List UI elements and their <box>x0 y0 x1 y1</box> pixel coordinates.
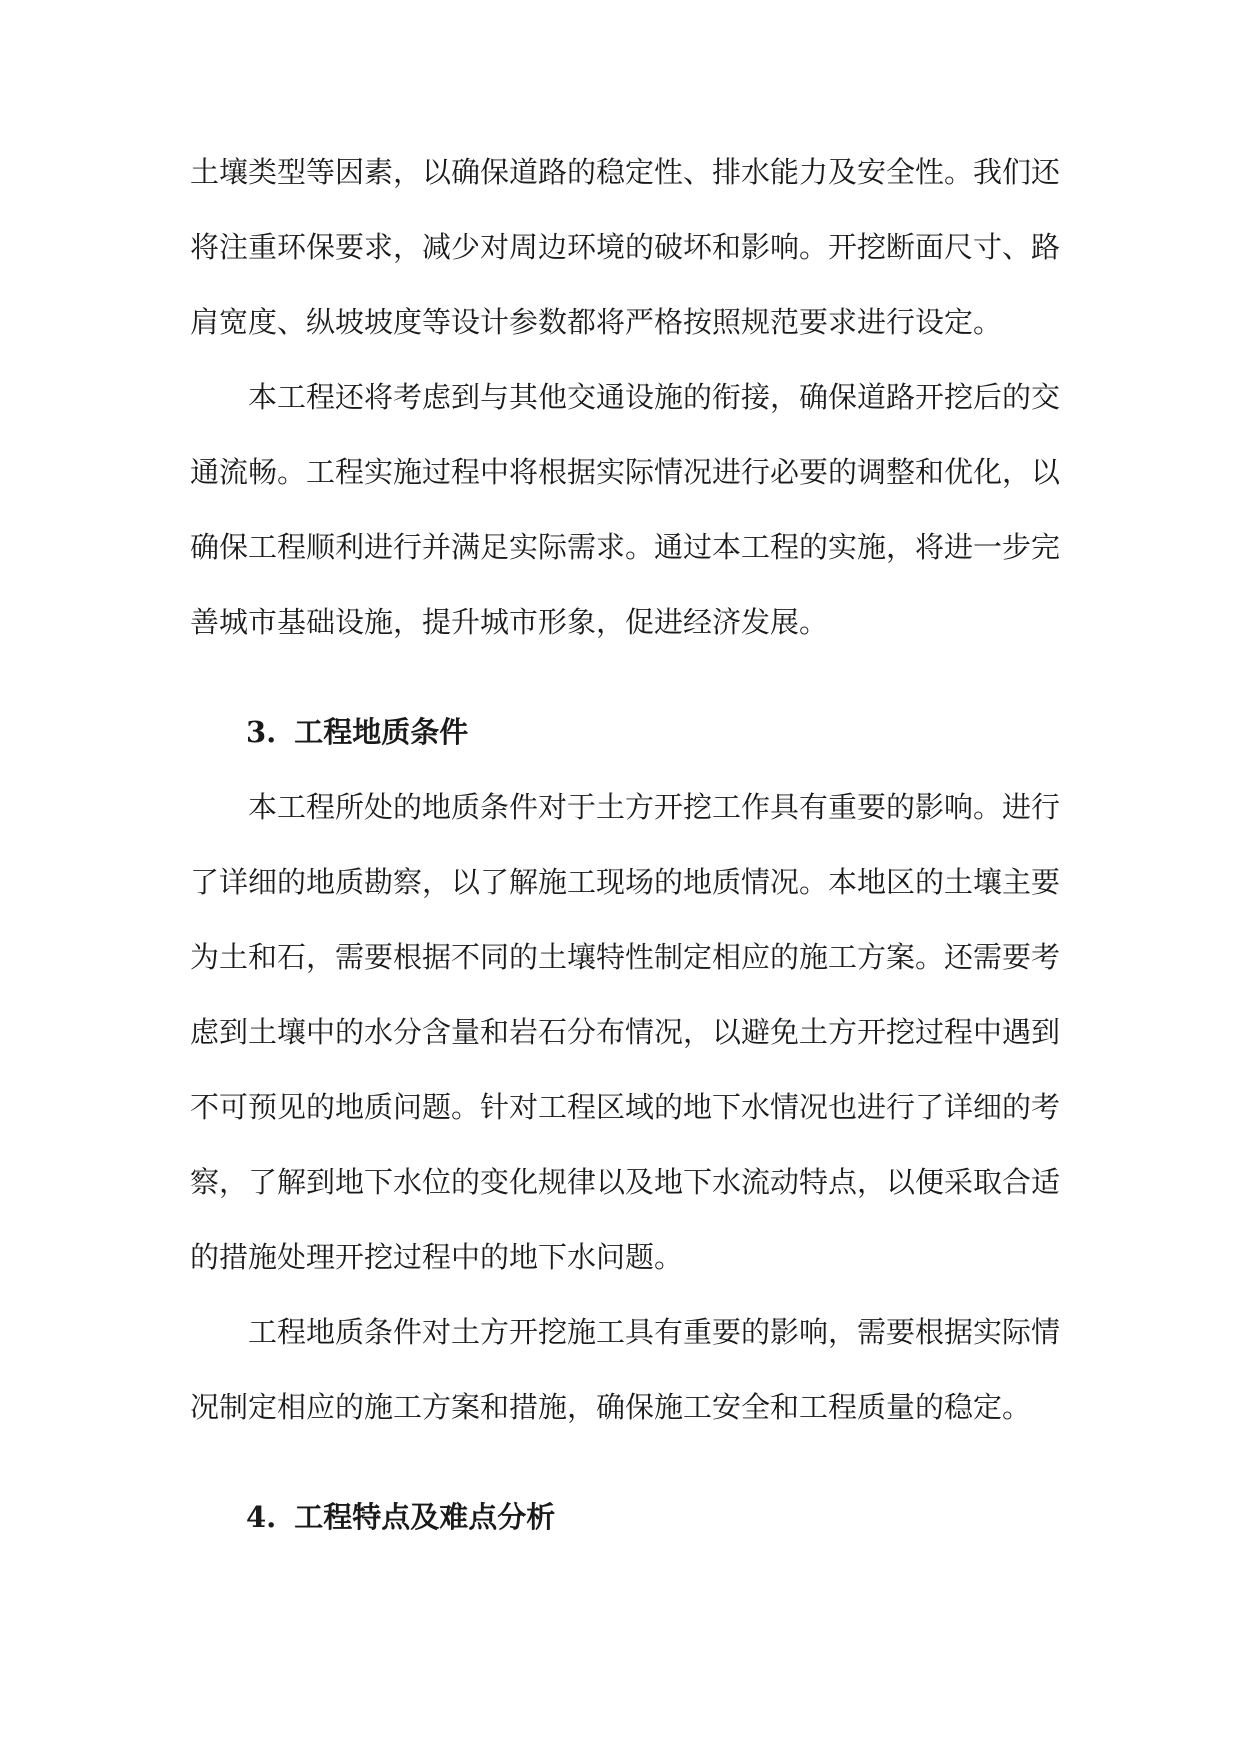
paragraph-line: 肩宽度、纵坡坡度等设计参数都将严格按照规范要求进行设定。 <box>190 305 1003 339</box>
paragraph-line: 察，了解到地下水位的变化规律以及地下水流动特点，以便采取合适 <box>190 1165 1061 1199</box>
paragraph-line: 为土和石，需要根据不同的土壤特性制定相应的施工方案。还需要考 <box>190 940 1061 974</box>
paragraph-line: 况制定相应的施工方案和措施，确保施工安全和工程质量的稳定。 <box>190 1390 1032 1424</box>
paragraph-line: 工程地质条件对土方开挖施工具有重要的影响，需要根据实际情 <box>190 1315 1061 1349</box>
paragraph-line: 本工程所处的地质条件对于土方开挖工作具有重要的影响。进行 <box>190 790 1061 824</box>
paragraph-line: 通流畅。工程实施过程中将根据实际情况进行必要的调整和优化，以 <box>190 455 1061 489</box>
paragraph-line: 了详细的地质勘察，以了解施工现场的地质情况。本地区的土壤主要 <box>190 865 1061 899</box>
section-title: 工程地质条件 <box>294 715 469 749</box>
paragraph-line: 确保工程顺利进行并满足实际需求。通过本工程的实施，将进一步完 <box>190 530 1061 564</box>
paragraph-line: 善城市基础设施，提升城市形象，促进经济发展。 <box>190 605 829 639</box>
paragraph-line: 的措施处理开挖过程中的地下水问题。 <box>190 1240 684 1274</box>
paragraph-line: 虑到土壤中的水分含量和岩石分布情况，以避免土方开挖过程中遇到 <box>190 1015 1061 1049</box>
section-title: 工程特点及难点分析 <box>294 1500 556 1534</box>
paragraph-line: 本工程还将考虑到与其他交通设施的衔接，确保道路开挖后的交 <box>190 380 1061 414</box>
section-heading-4 <box>246 1497 555 1537</box>
paragraph-line: 不可预见的地质问题。针对工程区域的地下水情况也进行了详细的考 <box>190 1090 1061 1124</box>
paragraph-line: 土壤类型等因素，以确保道路的稳定性、排水能力及安全性。我们还 <box>190 155 1061 189</box>
section-number: 4. <box>246 1500 277 1534</box>
section-number: 3. <box>246 715 277 749</box>
paragraph-line: 将注重环保要求，减少对周边环境的破坏和影响。开挖断面尺寸、路 <box>190 230 1061 264</box>
section-heading-3 <box>246 712 468 752</box>
